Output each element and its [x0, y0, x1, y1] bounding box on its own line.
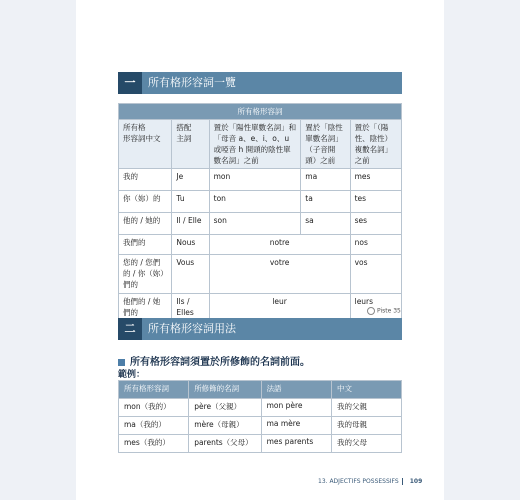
- left-margin-shade: [0, 0, 84, 500]
- page-number: 109: [409, 478, 423, 485]
- example-cell: mon（我的）: [119, 399, 189, 417]
- col-header-subject: 搭配 主詞: [172, 120, 209, 169]
- audio-track-note: [367, 307, 401, 315]
- example-col-header: 所有格形容詞: [119, 381, 189, 399]
- audio-track-label: Piste 35: [377, 307, 401, 315]
- cell-plural: vos: [350, 255, 401, 294]
- example-cell: parents（父母）: [189, 435, 261, 453]
- table-row: [119, 169, 402, 191]
- example-header-row: [119, 381, 402, 399]
- cell-masc: mon: [209, 169, 301, 191]
- cell-zh: 他的 / 她的: [119, 213, 172, 235]
- example-cell: père（父親）: [189, 399, 261, 417]
- table-row: [119, 435, 402, 453]
- table-row: [119, 191, 402, 213]
- example-cell: mon père: [261, 399, 331, 417]
- cell-zh: 我的: [119, 169, 172, 191]
- example-cell: 我的母親: [331, 417, 401, 435]
- cell-fem: ta: [301, 191, 350, 213]
- bullet-square-icon: [118, 359, 125, 366]
- page-footer: [318, 478, 422, 485]
- cell-subject: Je: [172, 169, 209, 191]
- cell-zh: 他們的 / 她們的: [119, 294, 172, 325]
- example-col-header: 所修飾的名詞: [189, 381, 261, 399]
- cell-zh: 你（妳）的: [119, 191, 172, 213]
- audio-icon: [367, 307, 375, 315]
- table-row: [119, 399, 402, 417]
- usage-rule: [118, 353, 310, 368]
- table-row: [119, 417, 402, 435]
- example-label: 範例：: [118, 370, 146, 380]
- cell-zh: 我們的: [119, 235, 172, 255]
- table-subheader-row: [119, 120, 402, 169]
- cell-plural: mes: [350, 169, 401, 191]
- example-cell: ma（我的）: [119, 417, 189, 435]
- example-cell: mes parents: [261, 435, 331, 453]
- example-cell: mes（我的）: [119, 435, 189, 453]
- footer-divider: [402, 478, 403, 485]
- cell-plural: leurs: [350, 294, 401, 325]
- cell-subject: Tu: [172, 191, 209, 213]
- possessive-table: [118, 103, 402, 325]
- section-banner-1: [118, 72, 402, 94]
- cell-subject: Nous: [172, 235, 209, 255]
- section-number: 二: [118, 318, 142, 340]
- right-margin-shade: [442, 0, 520, 500]
- cell-masc: son: [209, 213, 301, 235]
- cell-singular-merged: votre: [209, 255, 350, 294]
- example-cell: ma mère: [261, 417, 331, 435]
- section-title: 所有格形容詞用法: [148, 322, 236, 335]
- cell-zh: 您的 / 您們的 / 你（妳）們的: [119, 255, 172, 294]
- table-row: [119, 255, 402, 294]
- cell-masc: ton: [209, 191, 301, 213]
- section-title: 所有格形容詞一覽: [148, 76, 236, 89]
- cell-fem: ma: [301, 169, 350, 191]
- table-row: [119, 213, 402, 235]
- col-header-masc: 置於「陽性單數名詞」和「母音 a、e、i、o、u 或啞音 h 開頭的陰性單數名詞」之前: [209, 120, 301, 169]
- section-banner-2: [118, 318, 402, 340]
- example-table: [118, 380, 402, 453]
- usage-rule-text: 所有格形容詞須置於所修飾的名詞前面。: [130, 357, 310, 368]
- table-caption: 所有格形容詞: [119, 104, 402, 120]
- cell-plural: tes: [350, 191, 401, 213]
- cell-singular-merged: leur: [209, 294, 350, 325]
- col-header-plural: 置於「（陽性、陰性）複數名詞」之前: [350, 120, 401, 169]
- cell-singular-merged: notre: [209, 235, 350, 255]
- example-col-header: 中文: [331, 381, 401, 399]
- cell-fem: sa: [301, 213, 350, 235]
- cell-plural: ses: [350, 213, 401, 235]
- col-header-zh: 所有格 形容詞中文: [119, 120, 172, 169]
- cell-plural: nos: [350, 235, 401, 255]
- table-row: [119, 235, 402, 255]
- example-cell: 我的父母: [331, 435, 401, 453]
- cell-subject: Vous: [172, 255, 209, 294]
- example-cell: 我的父親: [331, 399, 401, 417]
- cell-subject: Il / Elle: [172, 213, 209, 235]
- cell-subject: Ils / Elles: [172, 294, 209, 325]
- col-header-fem: 置於「陰性單數名詞」（子音開頭）之前: [301, 120, 350, 169]
- example-cell: mère（母親）: [189, 417, 261, 435]
- chapter-name: 13. ADJECTIFS POSSESSIFS: [318, 478, 399, 485]
- example-col-header: 法語: [261, 381, 331, 399]
- section-number: 一: [118, 72, 142, 94]
